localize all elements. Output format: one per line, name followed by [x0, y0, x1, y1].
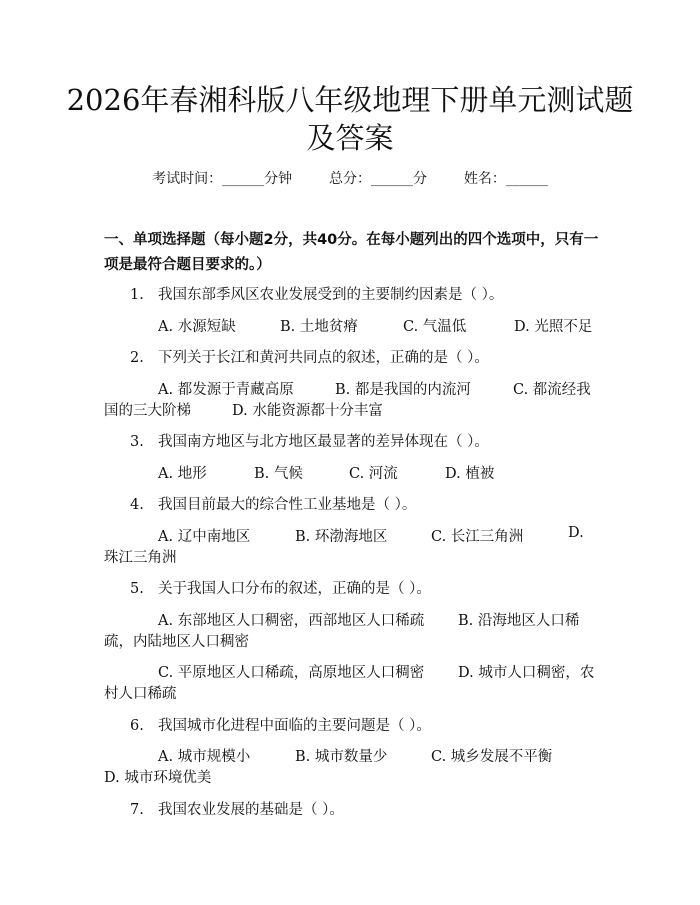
score-label: 总分：	[329, 171, 371, 187]
q5-option-c: C. 平原地区人口稀疏，高原地区人口稠密	[158, 665, 425, 681]
time-blank: ______	[222, 171, 265, 187]
exam-title-line1: 2026年春湘科版八年级地理下册单元测试题	[66, 83, 634, 117]
q5-option-b-continued: 疏，内陆地区人口稠密	[104, 634, 249, 650]
q1-option-b: B. 土地贫瘠	[280, 319, 358, 335]
time-label: 考试时间：	[152, 171, 223, 187]
q6-option-a: A. 城市规模小	[158, 749, 251, 765]
section-heading: 一、单项选择题（每小题2分，共40分。在每小题列出的四个选项中，只有一项是最符合题目要求的。）	[104, 232, 599, 273]
q5-option-d-continued: 村人口稀疏	[104, 686, 177, 702]
question-text: 我国农业发展的基础是（ ）。	[158, 802, 344, 818]
question-1	[130, 283, 503, 304]
time-unit: 分钟	[264, 171, 293, 187]
q4-option-c: C. 长江三角洲	[431, 529, 524, 545]
q1-option-c: C. 气温低	[403, 319, 467, 335]
question-text: 关于我国人口分布的叙述，正确的是（ ）。	[158, 581, 431, 597]
q3-option-b: B. 气候	[254, 466, 303, 482]
question-text: 我国东部季风区农业发展受到的主要制约因素是（ ）。	[158, 287, 504, 303]
question-text: 我国城市化进程中面临的主要问题是（ ）。	[158, 718, 431, 734]
question-2	[130, 346, 489, 367]
q2-option-a: A. 都发源于青藏高原	[158, 382, 294, 398]
question-number: 4.	[130, 497, 144, 513]
q4-option-a: A. 辽中南地区	[158, 529, 251, 545]
q3-option-d: D. 植被	[445, 466, 495, 482]
q5-option-d: D. 城市人口稠密，农	[458, 665, 595, 681]
q6-option-d: D. 城市环境优美	[104, 770, 212, 786]
q3-option-c: C. 河流	[349, 466, 398, 482]
q2-option-c: C. 都流经我	[513, 382, 591, 398]
q1-option-d: D. 光照不足	[514, 319, 593, 335]
question-number: 5.	[130, 581, 144, 597]
question-4	[130, 493, 416, 514]
question-number: 3.	[130, 434, 144, 450]
q5-option-b: B. 沿海地区人口稀	[458, 613, 580, 629]
q3-option-a: A. 地形	[158, 466, 207, 482]
question-6	[130, 714, 431, 735]
question-number: 1.	[130, 287, 144, 303]
question-number: 6.	[130, 718, 144, 734]
question-text: 我国南方地区与北方地区最显著的差异体现在（ ）。	[158, 434, 489, 450]
q4-option-d-continued: 珠江三角洲	[104, 550, 177, 566]
question-number: 2.	[130, 350, 144, 366]
score-unit: 分	[413, 171, 427, 187]
q4-option-b: B. 环渤海地区	[295, 529, 388, 545]
question-text: 我国目前最大的综合性工业基地是（ ）。	[158, 497, 417, 513]
q1-option-a: A. 水源短缺	[158, 319, 236, 335]
q4-option-d: D.	[568, 525, 584, 541]
name-blank: ______	[505, 171, 548, 187]
q2-option-b: B. 都是我国的内流河	[335, 382, 471, 398]
question-text: 下列关于长江和黄河共同点的叙述，正确的是（ ）。	[158, 350, 489, 366]
exam-info-row	[0, 168, 700, 188]
q6-option-b: B. 城市数量少	[295, 749, 388, 765]
score-blank: ______	[371, 171, 413, 187]
question-5	[130, 577, 431, 598]
question-number: 7.	[130, 802, 144, 818]
question-7	[130, 798, 344, 819]
question-3	[130, 430, 489, 451]
q2-option-c-continued: 国的三大阶梯	[104, 403, 191, 419]
q2-option-d: D. 水能资源都十分丰富	[232, 403, 383, 419]
q5-option-a: A. 东部地区人口稠密，西部地区人口稀疏	[158, 613, 425, 629]
name-label: 姓名：	[463, 171, 506, 187]
exam-title-line2: 及答案	[306, 121, 394, 155]
q6-option-c: C. 城乡发展不平衡	[431, 749, 553, 765]
